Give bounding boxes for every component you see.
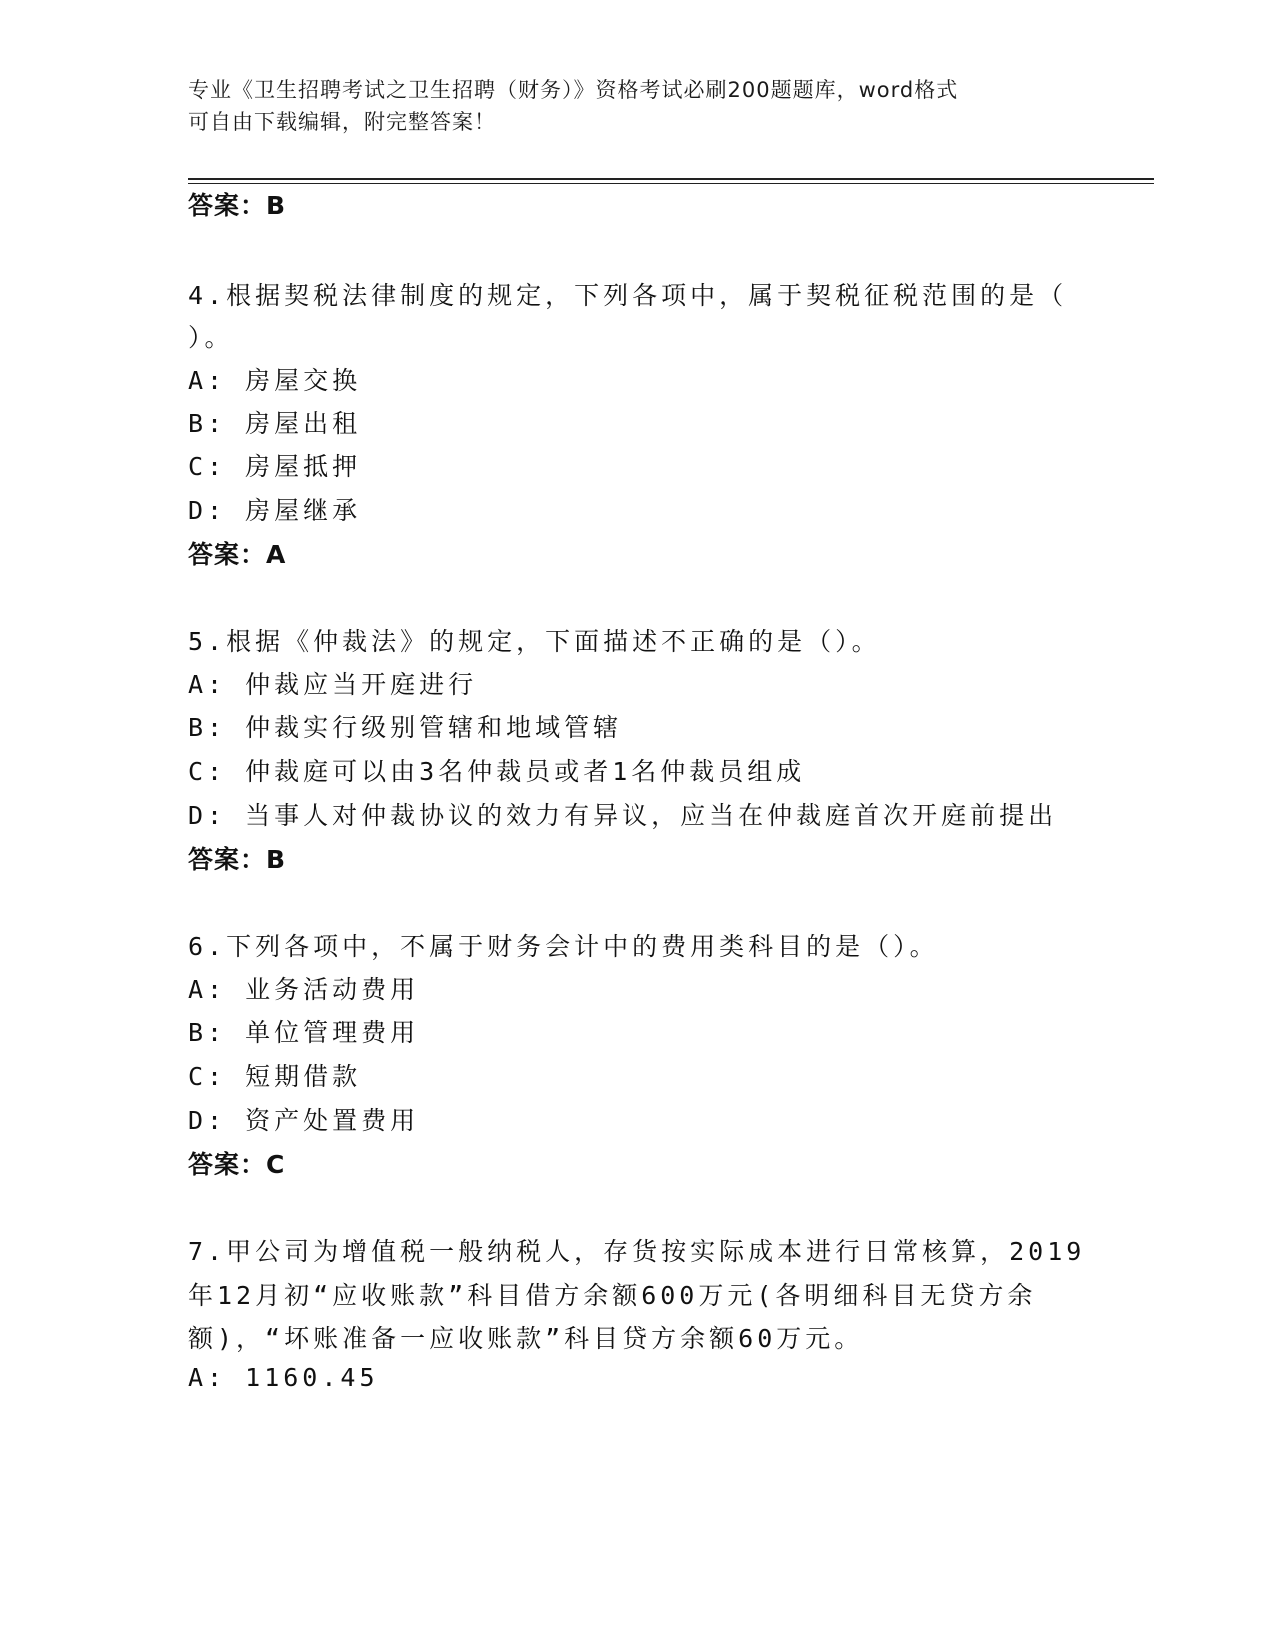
q6-option-d: D: 资产处置费用 bbox=[188, 1106, 420, 1135]
document-header bbox=[188, 74, 1088, 138]
q6-answer: 答案：C bbox=[188, 1150, 286, 1179]
q5-stem-line-1: 5.根据《仲裁法》的规定，下面描述不正确的是（）。 bbox=[188, 627, 881, 656]
q7-option-a: A: 1160.45 bbox=[188, 1363, 379, 1392]
q4-option-b: B: 房屋出租 bbox=[188, 409, 362, 438]
q5-option-a: A: 仲裁应当开庭进行 bbox=[188, 670, 478, 699]
q6-option-c: C: 短期借款 bbox=[188, 1062, 362, 1091]
q4-option-d: D: 房屋继承 bbox=[188, 496, 362, 525]
header-divider-thin bbox=[188, 183, 1154, 184]
q4-stem-line-1: 4.根据契税法律制度的规定，下列各项中，属于契税征税范围的是（ bbox=[188, 281, 1068, 310]
q5-answer: 答案：B bbox=[188, 845, 287, 874]
q4-stem-line-2: ）。 bbox=[188, 323, 234, 352]
q6-option-b: B: 单位管理费用 bbox=[188, 1018, 420, 1047]
previous-answer: 答案：B bbox=[188, 191, 287, 220]
header-subtitle-line: 可自由下载编辑，附完整答案！ bbox=[188, 110, 496, 134]
header-title-line: 专业《卫生招聘考试之卫生招聘（财务）》资格考试必刷200题题库，word格式 bbox=[188, 78, 959, 102]
q5-option-b: B: 仲裁实行级别管辖和地域管辖 bbox=[188, 713, 623, 742]
q7-stem-line-1: 7.甲公司为增值税一般纳税人，存货按实际成本进行日常核算，2019 bbox=[188, 1237, 1086, 1266]
q6-stem-line-1: 6.下列各项中，不属于财务会计中的费用类科目的是（）。 bbox=[188, 932, 939, 961]
q7-stem-line-3: 额)，“坏账准备一应收账款”科目贷方余额60万元。 bbox=[188, 1324, 864, 1353]
q7-stem-line-2: 年12月初“应收账款”科目借方余额600万元(各明细科目无贷方余 bbox=[188, 1281, 1037, 1310]
q5-option-c: C: 仲裁庭可以由3名仲裁员或者1名仲裁员组成 bbox=[188, 757, 806, 786]
q6-option-a: A: 业务活动费用 bbox=[188, 975, 420, 1004]
q4-option-a: A: 房屋交换 bbox=[188, 366, 362, 395]
q4-option-c: C: 房屋抵押 bbox=[188, 452, 362, 481]
q4-answer: 答案：A bbox=[188, 540, 287, 569]
q5-option-d: D: 当事人对仲裁协议的效力有异议，应当在仲裁庭首次开庭前提出 bbox=[188, 801, 1058, 830]
header-divider bbox=[188, 178, 1154, 180]
